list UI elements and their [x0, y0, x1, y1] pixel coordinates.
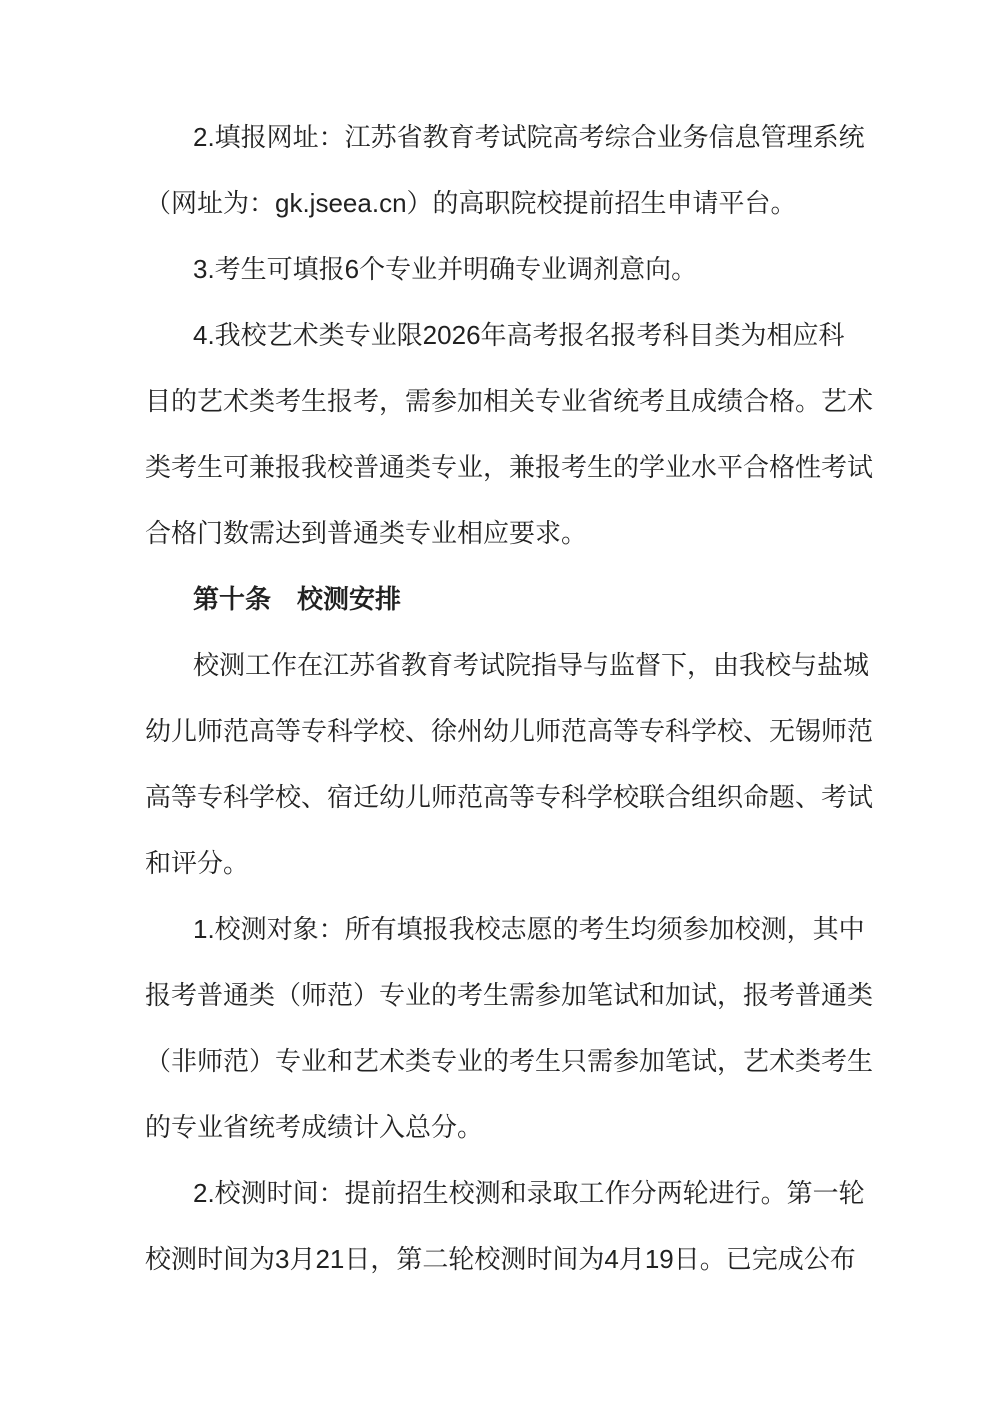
document-line: （非师范）专业和艺术类专业的考生只需参加笔试，艺术类考生	[145, 1046, 874, 1076]
document-line: 报考普通类（师范）专业的考生需参加笔试和加试，报考普通类	[145, 980, 874, 1010]
document-line: 1.校测对象：所有填报我校志愿的考生均须参加校测，其中	[193, 914, 865, 944]
document-line: 和评分。	[145, 848, 250, 878]
document-line: 3.考生可填报6个专业并明确专业调剂意向。	[193, 254, 698, 284]
document-line: 幼儿师范高等专科学校、徐州幼儿师范高等专科学校、无锡师范	[145, 716, 874, 746]
document-line: 类考生可兼报我校普通类专业，兼报考生的学业水平合格性考试	[145, 452, 874, 482]
document-line: 合格门数需达到普通类专业相应要求。	[145, 518, 588, 548]
document-line: （网址为：gk.jseea.cn）的高职院校提前招生申请平台。	[145, 188, 797, 218]
document-line: 的专业省统考成绩计入总分。	[145, 1112, 484, 1142]
document-line: 2.填报网址：江苏省教育考试院高考综合业务信息管理系统	[193, 122, 865, 152]
document-line: 2.校测时间：提前招生校测和录取工作分两轮进行。第一轮	[193, 1178, 865, 1208]
section-heading: 第十条 校测安排	[193, 584, 402, 614]
document-line: 校测时间为3月21日，第二轮校测时间为4月19日。已完成公布	[145, 1244, 856, 1274]
document-line: 校测工作在江苏省教育考试院指导与监督下，由我校与盐城	[193, 650, 870, 680]
document-line: 高等专科学校、宿迁幼儿师范高等专科学校联合组织命题、考试	[145, 782, 874, 812]
document-line: 4.我校艺术类专业限2026年高考报名报考科目类为相应科	[193, 320, 845, 350]
document-text-block	[145, 104, 874, 1292]
document-line: 目的艺术类考生报考，需参加相关专业省统考且成绩合格。艺术	[145, 386, 874, 416]
